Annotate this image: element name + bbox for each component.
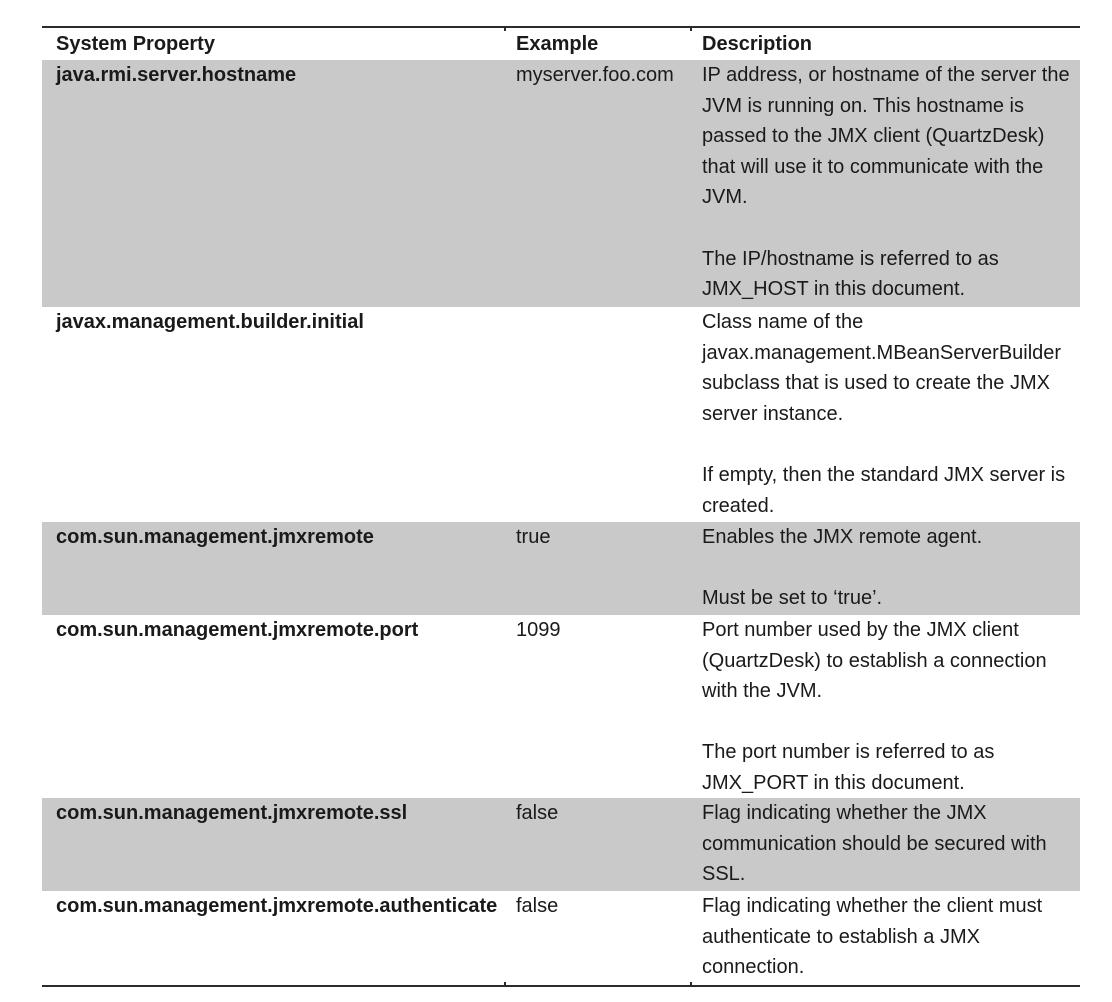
example-cell: myserver.foo.com [516, 64, 674, 86]
header-example: Example [516, 33, 599, 55]
property-cell: java.rmi.server.hostname [56, 64, 297, 86]
description-cell: Port number used by the JMX client (QuartzDesk) to establish a connection with the JVM. The port number is referred to as JMX_PORT in this document. [702, 619, 1047, 794]
description-cell: Flag indicating whether the JMX communication should be secured with SSL. [702, 802, 1047, 886]
table-header-row [42, 29, 1080, 58]
example-cell: false [516, 895, 559, 917]
table-row [42, 798, 1080, 891]
table-bottom-rule [42, 985, 1080, 987]
table-row [42, 891, 1080, 985]
table-row [42, 615, 1080, 798]
description-cell: Class name of the javax.management.MBeanServerBuilder subclass that is used to create the JMX server instance. If empty, then the standard JMX server is created. [702, 311, 1066, 517]
property-cell: com.sun.management.jmxremote [56, 526, 374, 548]
example-cell: 1099 [516, 619, 561, 641]
property-cell: com.sun.management.jmxremote.authenticate [56, 895, 498, 917]
table-row [42, 60, 1080, 307]
property-cell: javax.management.builder.initial [56, 311, 364, 333]
column-divider-tick [690, 982, 692, 987]
table-row [42, 307, 1080, 522]
description-cell: IP address, or hostname of the server the JVM is running on. This hostname is passed to the JMX client (QuartzDesk) that will use it to communicate with the JVM. The IP/hostname is referred to as JMX_HOST in this document. [702, 64, 1070, 301]
property-cell: com.sun.management.jmxremote.port [56, 619, 419, 641]
description-cell: Flag indicating whether the client must authenticate to establish a JMX connection. [702, 895, 1043, 979]
header-system-property: System Property [56, 33, 215, 55]
property-cell: com.sun.management.jmxremote.ssl [56, 802, 408, 824]
table-row [42, 522, 1080, 615]
column-divider-tick [504, 982, 506, 987]
example-cell: false [516, 802, 559, 824]
header-description: Description [702, 33, 813, 55]
example-cell: true [516, 526, 551, 548]
description-cell: Enables the JMX remote agent. Must be set to ‘true’. [702, 526, 983, 610]
table-top-rule [42, 26, 1080, 28]
